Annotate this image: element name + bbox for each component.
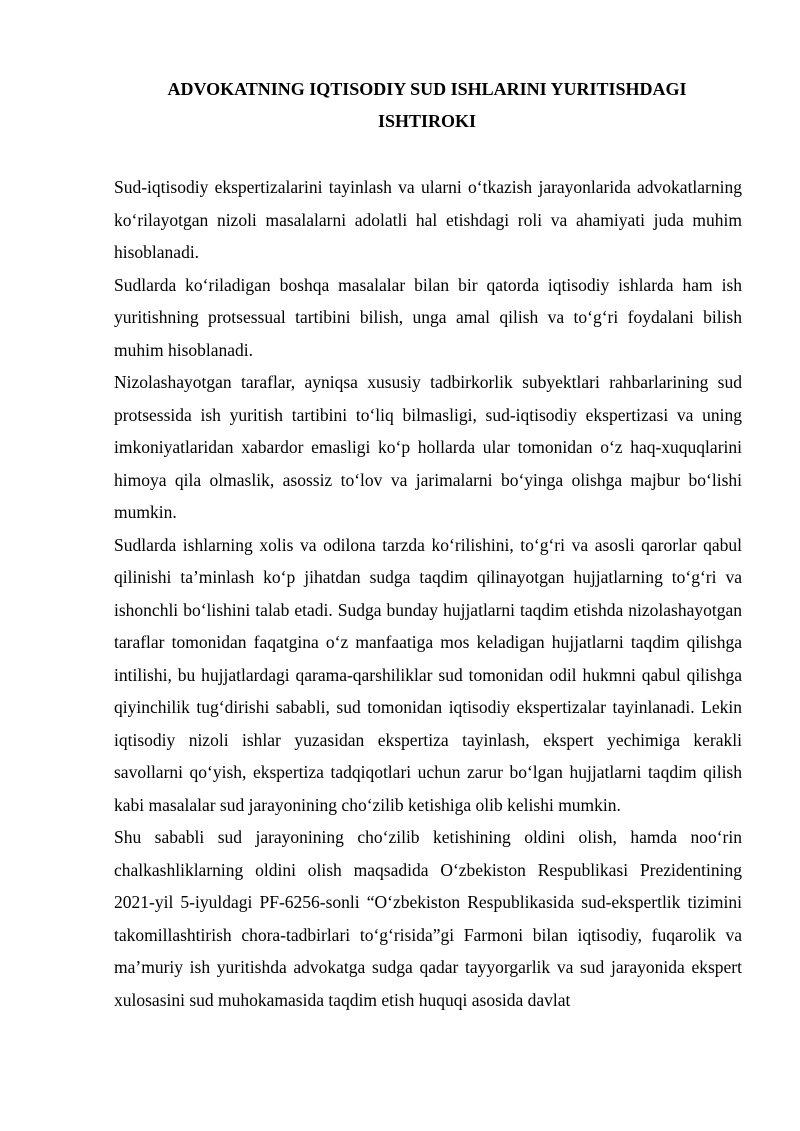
paragraph-4: Sudlarda ishlarning xolis va odilona tarzda ko‘rilishini, to‘g‘ri va asosli qarorlar qabul qilinishi ta’minlash ko‘p jihatdan sudga taqdim qilinayotgan hujjatlarning to‘g‘ri va ishonchli bo‘lishini talab etadi. Sudga bunday hujjatlarni taqdim etishda nizolashayotgan taraflar tomonidan faqatgina o‘z manfaatiga mos keladigan hujjatlarni taqdim qilishga intilishi, bu hujjatlardagi qarama-qarshiliklar sud tomonidan odil hukmni qabul qilishga qiyinchilik tug‘dirishi sababli, sud tomonidan iqtisodiy ekspertizalar tayinlanadi. Lekin iqtisodiy nizoli ishlar yuzasidan ekspertiza tayinlash, ekspert yechimiga kerakli savollarni qo‘yish, ekspertiza tadqiqotlari uchun zarur bo‘lgan hujjatlarni taqdim qilish kabi masalalar sud jarayonining cho‘zilib ketishiga olib kelishi mumkin. bbox=[114, 534, 742, 815]
paragraph-1: Sud-iqtisodiy ekspertizalarini tayinlash va ularni o‘tkazish jarayonlarida advokatlarning ko‘rilayotgan nizoli masalalarni adolatli hal etishdagi roli va ahamiyati juda muhim hisoblanadi. bbox=[114, 177, 742, 262]
document-body bbox=[114, 171, 742, 1016]
title-line-2: ISHTIROKI bbox=[377, 111, 477, 131]
paragraph-5: Shu sababli sud jarayonining cho‘zilib ketishining oldini olish, hamda noo‘rin chalkashliklarning oldini olish maqsadida O‘zbekiston Respublikasi Prezidentining 2021-yil 5-iyuldagi PF-6256-sonli “O‘zbekiston Respublikasida sud-ekspertlik tizimini takomillashtirish chora-tadbirlari to‘g‘risida”gi Farmoni bilan iqtisodiy, fuqarolik va ma’muriy ish yuritishda advokatga sudga qadar tayyorgarlik va sud jarayonida ekspert xulosasini sud muhokamasida taqdim etish huquqi asosida davlat bbox=[114, 827, 742, 1010]
title-line-1: ADVOKATNING IQTISODIY SUD ISHLARINI YURITISHDAGI bbox=[167, 79, 687, 99]
paragraph-3: Nizolashayotgan taraflar, ayniqsa xususiy tadbirkorlik subyektlari rahbarlarining sud protsessida ish yuritish tartibini to‘liq bilmasligi, sud-iqtisodiy ekspertizasi va uning imkoniyatlaridan xabardor emasligi ko‘p hollarda ular tomonidan o‘z haq-xuquqlarini himoya qila olmaslik, asossiz to‘lov va jarimalarni bo‘yinga olishga majbur bo‘lishi mumkin. bbox=[114, 372, 742, 522]
paragraph-2: Sudlarda ko‘riladigan boshqa masalalar bilan bir qatorda iqtisodiy ishlarda ham ish yuritishning protsessual tartibini bilish, unga amal qilish va to‘g‘ri foydalani bilish muhim hisoblanadi. bbox=[114, 274, 742, 360]
document-title bbox=[113, 73, 741, 137]
